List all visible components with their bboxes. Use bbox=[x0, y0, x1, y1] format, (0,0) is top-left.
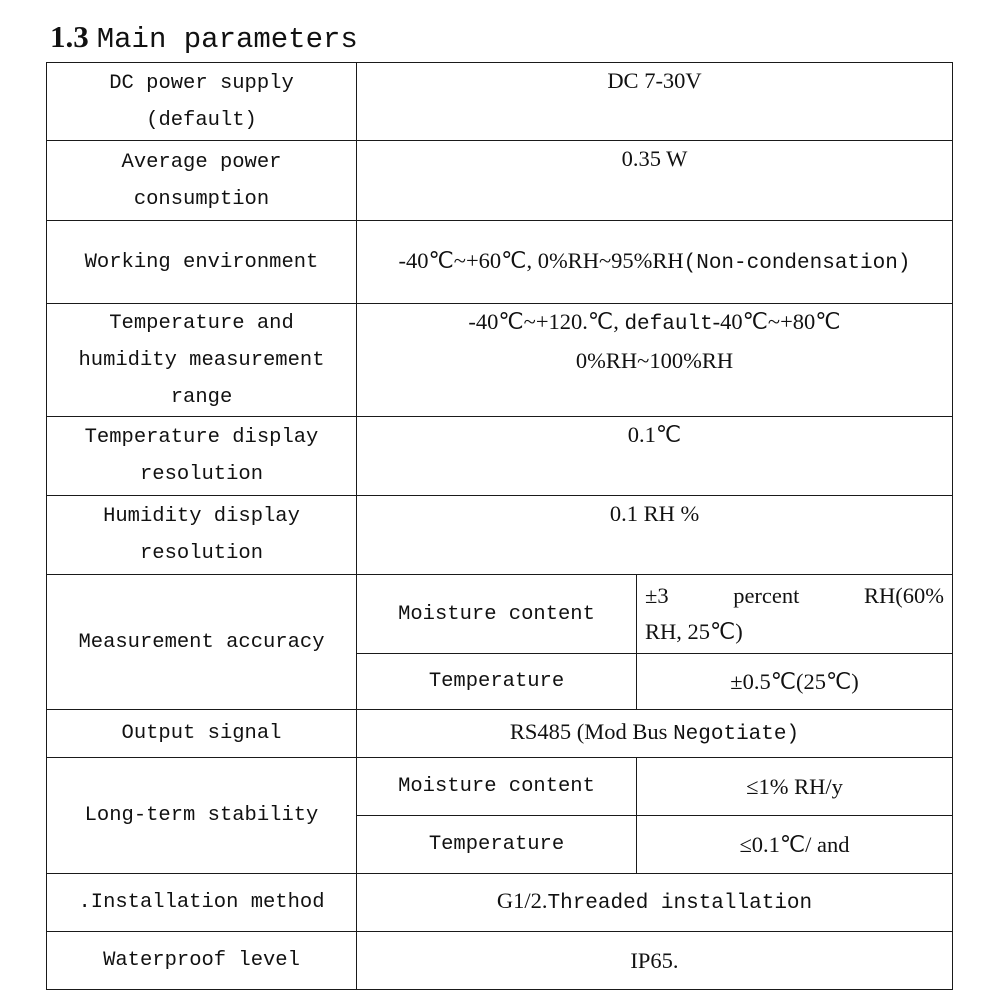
waterproof-value: IP65. bbox=[357, 932, 953, 990]
installation-value bbox=[357, 874, 953, 932]
accuracy-moisture-label: Moisture content bbox=[357, 575, 637, 654]
power-supply-label: DC power supply (default) bbox=[47, 63, 357, 141]
humidity-resolution-value: 0.1 RH % bbox=[357, 496, 953, 575]
table-row bbox=[47, 496, 953, 575]
output-signal-note: Negotiate) bbox=[673, 723, 800, 746]
working-environment-value bbox=[357, 221, 953, 304]
output-signal-protocol: RS485 (Mod Bus bbox=[509, 719, 668, 744]
stability-moisture-value: ≤1% RH/y bbox=[637, 758, 953, 816]
output-signal-label: Output signal bbox=[47, 710, 357, 758]
accuracy-temperature-label: Temperature bbox=[357, 654, 637, 710]
table-row bbox=[47, 141, 953, 221]
accuracy-temperature-value: ±0.5℃(25℃) bbox=[637, 654, 953, 710]
temperature-range: -40℃~+120.℃, bbox=[468, 309, 619, 334]
power-supply-value: DC 7-30V bbox=[357, 63, 953, 141]
working-environment-note: (Non-condensation) bbox=[683, 251, 911, 275]
stability-moisture-label: Moisture content bbox=[357, 758, 637, 816]
table-row bbox=[47, 932, 953, 990]
accuracy-moisture-condition: RH(60% bbox=[863, 583, 944, 608]
table-row bbox=[47, 221, 953, 304]
temperature-resolution-label: Temperature display resolution bbox=[47, 417, 357, 496]
stability-label: Long-term stability bbox=[47, 758, 357, 874]
table-row bbox=[47, 63, 953, 141]
section-title: Main parameters bbox=[96, 23, 358, 56]
table-row bbox=[47, 417, 953, 496]
table-row bbox=[47, 575, 953, 654]
accuracy-label: Measurement accuracy bbox=[47, 575, 357, 710]
measurement-range-value bbox=[357, 304, 953, 417]
installation-type: Threaded installation bbox=[547, 892, 813, 915]
installation-label: .Installation method bbox=[47, 874, 357, 932]
working-environment-range: -40℃~+60℃, 0%RH~95%RH bbox=[398, 247, 684, 273]
table-row bbox=[47, 304, 953, 417]
humidity-range: 0%RH~100%RH bbox=[575, 348, 734, 373]
section-heading bbox=[50, 14, 358, 63]
parameters-table bbox=[46, 62, 953, 990]
installation-thread: G1/2. bbox=[496, 888, 548, 913]
humidity-resolution-label: Humidity display resolution bbox=[47, 496, 357, 575]
working-environment-label: Working environment bbox=[47, 221, 357, 304]
temperature-resolution-value: 0.1℃ bbox=[357, 417, 953, 496]
waterproof-label: Waterproof level bbox=[47, 932, 357, 990]
default-temperature-range: -40℃~+80℃ bbox=[712, 309, 841, 334]
table-row bbox=[47, 710, 953, 758]
stability-temperature-value: ≤0.1℃/ and bbox=[637, 816, 953, 874]
table-row bbox=[47, 758, 953, 816]
power-consumption-value: 0.35 W bbox=[357, 141, 953, 221]
accuracy-moisture-unit: percent bbox=[733, 583, 800, 608]
accuracy-moisture-value bbox=[637, 575, 953, 654]
measurement-range-label: Temperature and humidity measurement range bbox=[47, 304, 357, 417]
default-word: default bbox=[624, 313, 713, 336]
table-row bbox=[47, 874, 953, 932]
power-consumption-label: Average power consumption bbox=[47, 141, 357, 221]
accuracy-moisture-condition-cont: RH, 25℃) bbox=[645, 619, 743, 644]
output-signal-value bbox=[357, 710, 953, 758]
stability-temperature-label: Temperature bbox=[357, 816, 637, 874]
section-number: 1.3 bbox=[50, 19, 89, 54]
accuracy-moisture-tolerance: ±3 bbox=[645, 583, 669, 608]
